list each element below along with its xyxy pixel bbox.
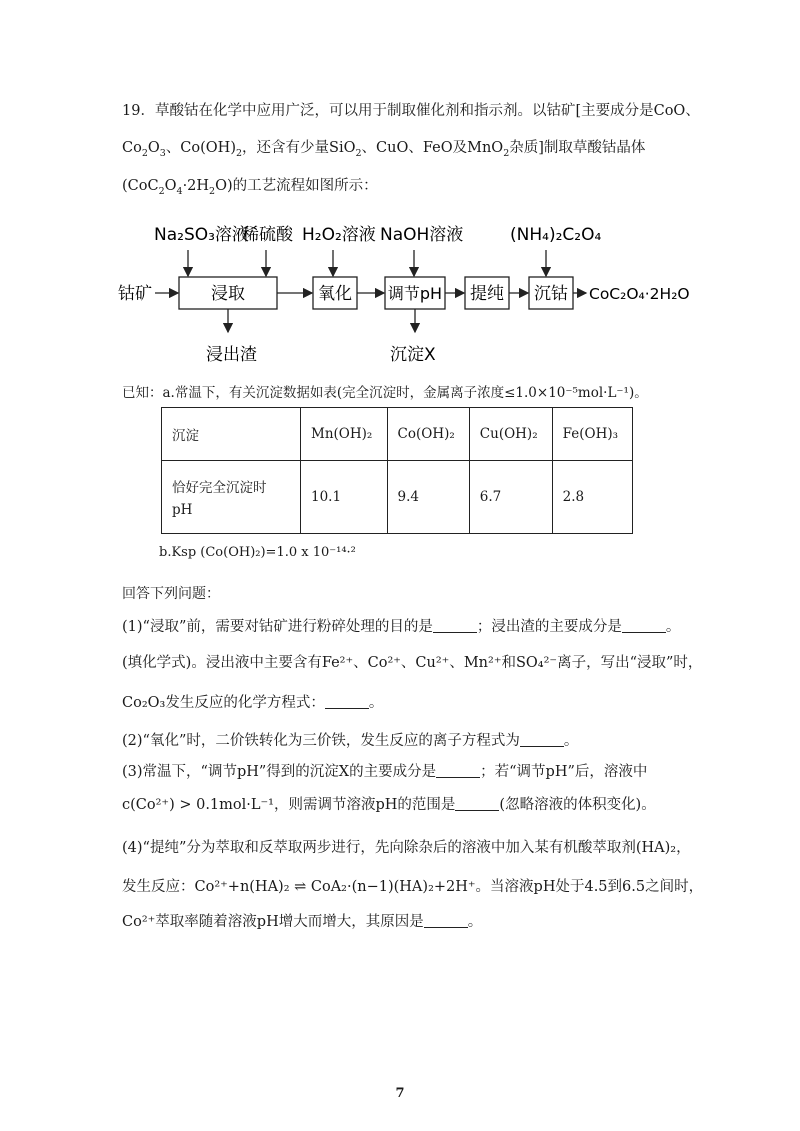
blank[interactable] <box>622 618 666 633</box>
table-cell: Mn(OH)₂ <box>301 408 388 461</box>
process-flow-diagram <box>118 210 708 370</box>
blank[interactable] <box>455 796 499 811</box>
q1-line-3: Co₂O₃发生反应的化学方程式： 。 <box>122 695 384 711</box>
question-line-3: $(CoC_2O_4\cdot 2H_2O)$的工艺流程如图所示： <box>122 178 378 197</box>
step-leach: 浸取 <box>211 284 245 304</box>
known-a: 已知：a.常温下，有关沉淀数据如表(完全沉淀时，金属离子浓度≤1.0×10⁻⁵mol·L⁻¹)。 <box>122 385 648 401</box>
table-cell: 6.7 <box>469 461 552 534</box>
answer-intro: 回答下列问题： <box>122 586 220 602</box>
step-precipitate-cobalt: 沉钴 <box>534 284 568 304</box>
step-adjust-ph: 调节pH <box>387 284 443 303</box>
step-oxidize: 氧化 <box>318 284 352 304</box>
output-precipitate-x: 沉淀X <box>390 345 436 365</box>
table-cell: 10.1 <box>301 461 388 534</box>
q2-line: (2)“氧化”时，二价铁转化为三价铁，发生反应的离子方程式为 。 <box>122 733 579 749</box>
start-cobalt-ore: 钴矿 <box>118 284 152 304</box>
q4-line-1: (4)“提纯”分为萃取和反萃取两步进行，先向除杂后的溶液中加入某有机酸萃取剂(HA)₂， <box>122 840 691 856</box>
table-cell: Fe(OH)₃ <box>552 408 632 461</box>
table-cell: 沉淀 <box>162 408 301 461</box>
table-cell: 恰好完全沉淀时 pH <box>162 461 301 534</box>
known-b: b.Ksp (Co(OH)₂)=1.0 x 10⁻¹⁴·² <box>159 545 356 560</box>
blank[interactable] <box>424 913 468 928</box>
question-line-2: $Co_2O_3$、$Co(OH)_2$，还含有少量SiO$_2$、CuO、FeO及MnO$_2$杂质]制取草酸钴晶体 <box>122 140 646 159</box>
page-number: 7 <box>395 1086 405 1101</box>
output-leach-residue: 浸出渣 <box>206 345 257 365</box>
step-purify: 提纯 <box>470 284 504 304</box>
table-cell: 9.4 <box>387 461 469 534</box>
q3-line-1: (3)常温下，“调节pH”得到的沉淀X的主要成分是 ；若“调节pH”后，溶液中 <box>122 764 648 780</box>
input-h2o2: H₂O₂溶液 <box>302 225 376 245</box>
input-ammonium-oxalate: (NH₄)₂C₂O₄ <box>510 225 602 245</box>
table-row <box>162 408 633 461</box>
precipitation-table <box>161 407 633 534</box>
table-row <box>162 461 633 534</box>
blank[interactable] <box>436 763 480 778</box>
q1-line-1: (1)“浸取”前，需要对钴矿进行粉碎处理的目的是 ；浸出渣的主要成分是 。 <box>122 619 681 635</box>
input-dilute-sulfuric-acid: 稀硫酸 <box>242 225 293 245</box>
table-cell: Co(OH)₂ <box>387 408 469 461</box>
blank[interactable] <box>520 732 564 747</box>
question-line-1: 19．草酸钴在化学中应用广泛，可以用于制取催化剂和指示剂。以钴矿[主要成分是CoO、 <box>122 103 700 119</box>
blank[interactable] <box>325 694 369 709</box>
product: CoC₂O₄·2H₂O <box>589 285 690 303</box>
table-cell: Cu(OH)₂ <box>469 408 552 461</box>
table-cell: 2.8 <box>552 461 632 534</box>
q4-line-3: Co²⁺萃取率随着溶液pH增大而增大，其原因是 。 <box>122 914 483 930</box>
q3-line-2: c(Co²⁺) > 0.1mol·L⁻¹，则需调节溶液pH的范围是 (忽略溶液的体积变化)。 <box>122 797 656 813</box>
input-naoh: NaOH溶液 <box>380 225 464 245</box>
q4-line-2: 发生反应：Co²⁺+n(HA)₂ ⇌ CoA₂·(n−1)(HA)₂+2H⁺。当溶液pH处于4.5到6.5之间时， <box>122 879 704 895</box>
q1-line-2: (填化学式)。浸出液中主要含有Fe²⁺、Co²⁺、Cu²⁺、Mn²⁺和SO₄²⁻离子，写出“浸取”时， <box>122 655 703 671</box>
input-na2so3: Na₂SO₃溶液 <box>154 225 249 245</box>
blank[interactable] <box>433 618 477 633</box>
